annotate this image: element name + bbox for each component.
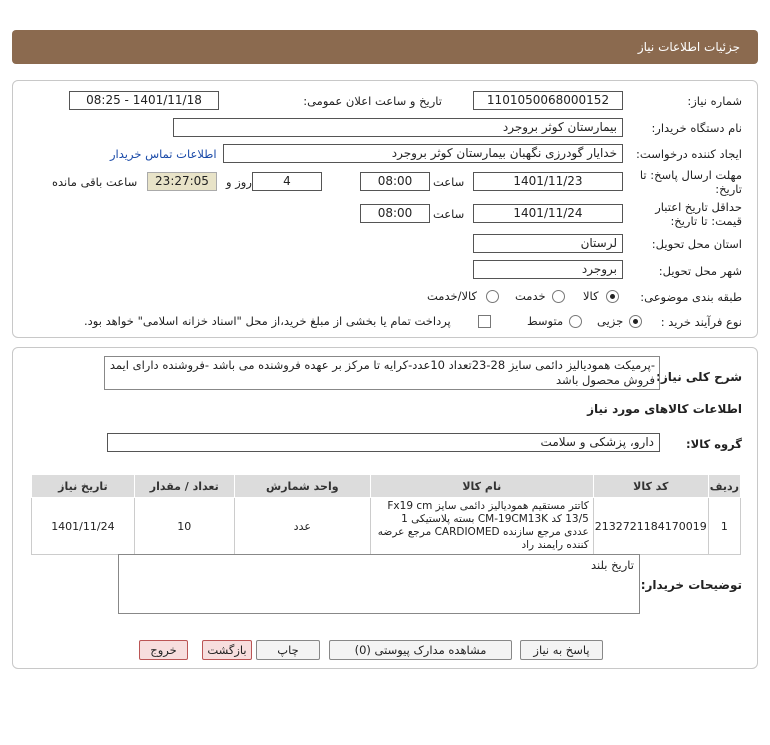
attachments-button[interactable]: مشاهده مدارک پیوستی (0) xyxy=(329,640,512,660)
back-button[interactable]: بازگشت xyxy=(202,640,252,660)
deadline-label-1: مهلت ارسال پاسخ: تا xyxy=(639,168,742,182)
category-radio-goods[interactable] xyxy=(606,290,619,303)
table-header-row xyxy=(32,475,741,498)
col-header-date: تاریخ نیاز xyxy=(32,475,135,498)
cell-name: کاتتر مستقیم همودیالیز دائمی سایز Fx19 cm 13/5 کد CM-19CM13K بسته پلاستیکی 1 عددی مرجع سازنده CARDIOMED مرجع عرضه کننده رایمند راد xyxy=(370,498,593,555)
exit-button[interactable]: خروج xyxy=(139,640,188,660)
category-option-both: کالا/خدمت xyxy=(427,289,478,303)
deadline-date-field: 1401/11/23 xyxy=(473,172,623,191)
days-label: روز و xyxy=(226,175,252,189)
validity-label-1: حداقل تاریخ اعتبار xyxy=(655,200,742,214)
process-radio-minor[interactable] xyxy=(629,315,642,328)
col-header-qty: تعداد / مقدار xyxy=(134,475,234,498)
treasury-payment-note: پرداخت تمام یا بخشی از مبلغ خرید،از محل "اسناد خزانه اسلامی" خواهد بود. xyxy=(84,314,451,328)
cell-unit: عدد xyxy=(234,498,370,555)
validity-date-field: 1401/11/24 xyxy=(473,204,623,223)
deadline-label-2: تاریخ: xyxy=(715,182,742,196)
city-label: شهر محل تحویل: xyxy=(658,264,742,278)
col-header-name: نام کالا xyxy=(370,475,593,498)
page-title: جزئیات اطلاعات نیاز xyxy=(637,40,740,54)
buyer-notes-label: توضیحات خریدار: xyxy=(640,578,742,592)
category-label: طبقه بندی موضوعی: xyxy=(640,290,742,304)
items-table xyxy=(31,474,741,555)
need-number-field: 1101050068000152 xyxy=(473,91,623,110)
description-label: شرح کلی نیاز: xyxy=(656,370,742,384)
buyer-org-field: بیمارستان کوثر بروجرد xyxy=(173,118,623,137)
buyer-org-label: نام دستگاه خریدار: xyxy=(651,121,742,135)
deadline-time-label: ساعت xyxy=(433,175,465,189)
province-label: استان محل تحویل: xyxy=(651,237,742,251)
category-radio-service[interactable] xyxy=(552,290,565,303)
col-header-code: کد کالا xyxy=(593,475,708,498)
page-header xyxy=(12,30,758,64)
cell-date: 1401/11/24 xyxy=(32,498,135,555)
creator-field: خدایار گودرزی نگهبان بیمارستان کوثر بروجرد xyxy=(223,144,623,163)
buyer-notes-text: تاریخ بلند xyxy=(590,558,634,572)
announce-field: 1401/11/18 - 08:25 xyxy=(69,91,219,110)
description-text: -پرمیکت همودیالیز دائمی سایز 28-23تعداد 10عدد-کرایه تا مرکز بر عهده فروشنده می باشد -فروشنده دارای ایمد فروش محصول باشد xyxy=(109,358,655,387)
col-header-unit: واحد شمارش xyxy=(234,475,370,498)
cell-code: 2132721184170019 xyxy=(593,498,708,555)
buyer-notes-box xyxy=(118,554,640,614)
process-option-medium: متوسط xyxy=(527,314,564,328)
remaining-label: ساعت باقی مانده xyxy=(52,175,138,189)
cell-row: 1 xyxy=(708,498,740,555)
process-option-minor: جزیی xyxy=(597,314,624,328)
validity-time-field: 08:00 xyxy=(360,204,430,223)
process-label: نوع فرآیند خرید : xyxy=(660,315,742,329)
col-header-row: ردیف xyxy=(708,475,740,498)
goods-info-title: اطلاعات کالاهای مورد نیاز xyxy=(587,402,742,416)
category-radio-both[interactable] xyxy=(486,290,499,303)
deadline-time-field: 08:00 xyxy=(360,172,430,191)
remaining-time-field: 23:27:05 xyxy=(147,172,217,191)
city-field: بروجرد xyxy=(473,260,623,279)
validity-label-2: قیمت: تا تاریخ: xyxy=(670,214,742,228)
process-radio-medium[interactable] xyxy=(569,315,582,328)
category-option-goods: کالا xyxy=(583,289,599,303)
announce-label: تاریخ و ساعت اعلان عمومی: xyxy=(303,94,442,108)
days-field: 4 xyxy=(252,172,322,191)
print-button[interactable]: چاپ xyxy=(256,640,320,660)
province-field: لرستان xyxy=(473,234,623,253)
contact-buyer-link[interactable]: اطلاعات تماس خریدار xyxy=(110,147,217,161)
category-option-service: خدمت xyxy=(515,289,546,303)
goods-group-label: گروه کالا: xyxy=(686,437,742,451)
treasury-payment-checkbox[interactable] xyxy=(478,315,491,328)
creator-label: ایجاد کننده درخواست: xyxy=(636,147,742,161)
goods-group-field: دارو، پزشکی و سلامت xyxy=(107,433,660,452)
description-box xyxy=(104,356,660,390)
validity-time-label: ساعت xyxy=(433,207,465,221)
cell-qty: 10 xyxy=(134,498,234,555)
table-row xyxy=(32,498,741,555)
reply-button[interactable]: پاسخ به نیاز xyxy=(520,640,603,660)
need-number-label: شماره نیاز: xyxy=(687,94,742,108)
